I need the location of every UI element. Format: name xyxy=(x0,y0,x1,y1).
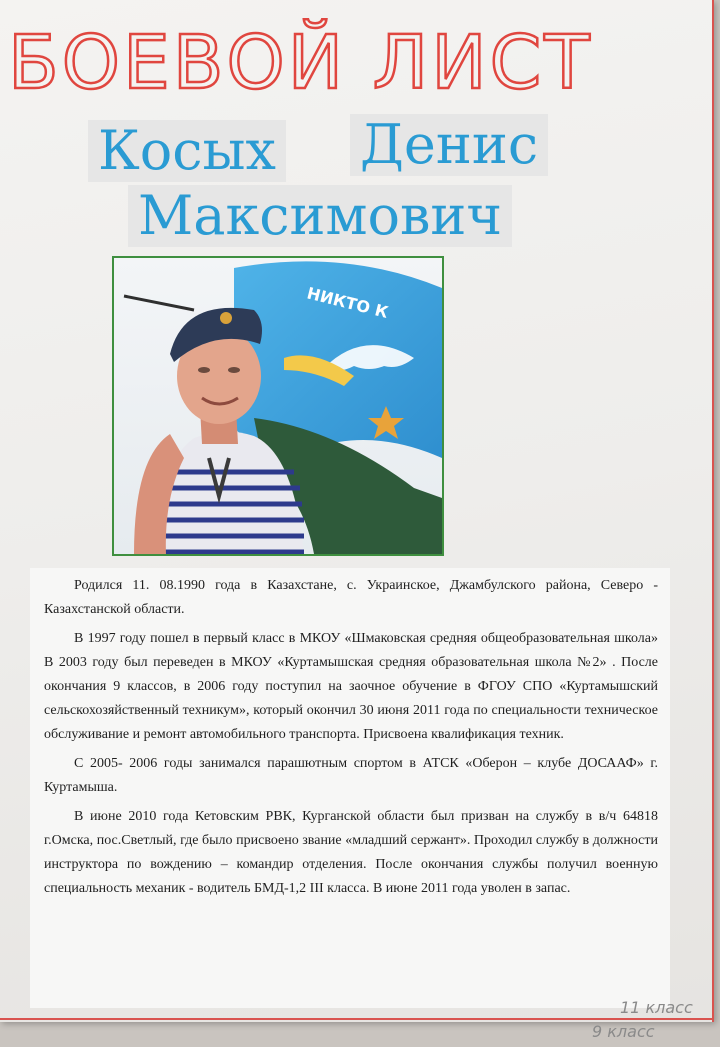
portrait-illustration xyxy=(114,258,442,554)
patronymic-label: Максимович xyxy=(128,185,512,247)
handwritten-note-1: 11 класс xyxy=(620,998,693,1017)
bio-paragraph-service: В июне 2010 года Кетовским РВК, Курганской области был призван на службу в в/ч 64818 г.Омска, пос.Светлый, где было присвоено звание «младший сержант». Проходил службу в должности инструктора по вождению – командир отделения. После окончания службы получил военную специальность механик - водитель БМД-1,2 III класса. В июне 2011 года уволен в запас. xyxy=(44,809,658,896)
first-name-label: Денис xyxy=(350,114,548,176)
bio-paragraph-education: В 1997 году пошел в первый класс в МКОУ «Шмаковская средняя общеобразовательная школа» В 2003 году был переведен в МКОУ «Куртамышская средняя образовательная школа №2» . После окончания 9 классов, в 2006 году поступил на заочное обучение в ФГОУ СПО «Куртамышский сельскохозяйственный техникум», который окончил 30 июня 2011 года по специальности техническое обслуживание и ремонт автомобильного транспорта. Присвоена квалификация техник. xyxy=(44,631,658,742)
bottom-border xyxy=(0,1018,714,1020)
bio-paragraph-sport: С 2005- 2006 годы занимался парашютным спортом в АТСК «Оберон – клубе ДОСААФ» г. Куртамыша. xyxy=(44,756,658,795)
handwritten-note-2: 9 класс xyxy=(592,1022,655,1041)
poster-heading: БОЕВОЙ ЛИСТ xyxy=(8,20,593,106)
biography-text xyxy=(30,568,670,1008)
bio-paragraph-birth: Родился 11. 08.1990 года в Казахстане, с. Украинское, Джамбулского района, Северо - Казахстанской области. xyxy=(44,578,658,617)
portrait-photo xyxy=(112,256,444,556)
surname-label: Косых xyxy=(88,120,286,182)
flag-text: НИКТО К xyxy=(305,283,391,322)
